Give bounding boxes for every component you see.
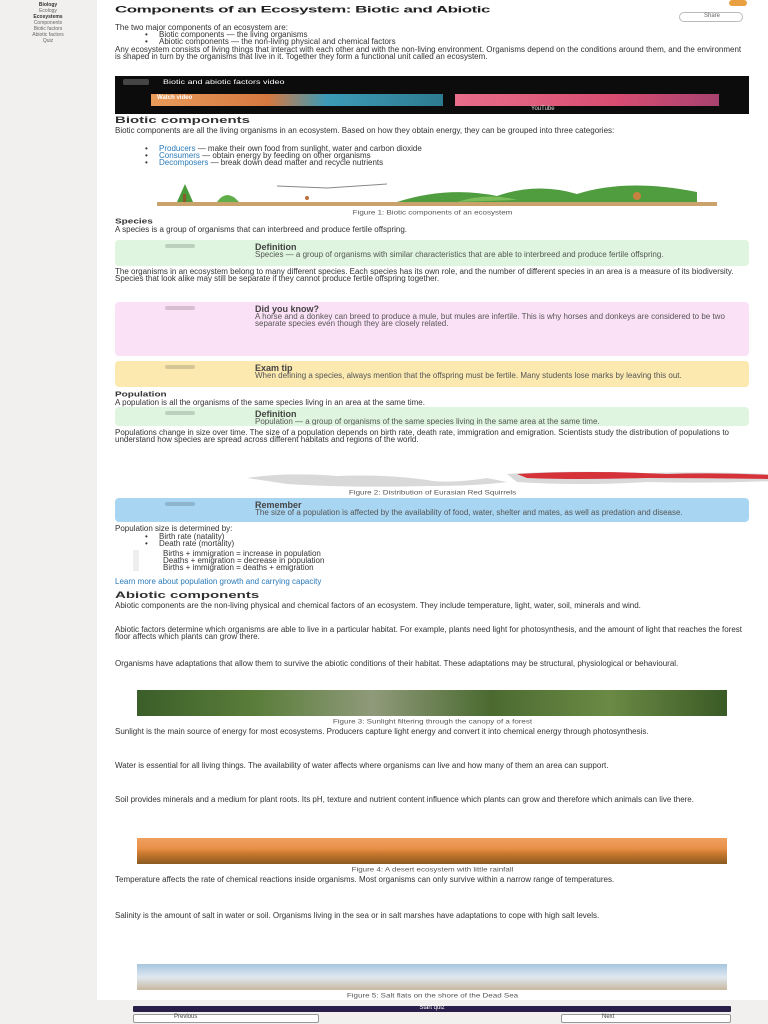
- salt-flats-photo: [137, 964, 727, 990]
- definition-callout: [115, 240, 749, 266]
- water-paragraph: Water is essential for all living things. The availability of water affects where organisms can live and how many of them an area can support.: [115, 762, 609, 770]
- decomposers-link[interactable]: Decomposers: [159, 158, 209, 167]
- avatar[interactable]: [729, 0, 747, 6]
- video-thumbnail-secondary[interactable]: [455, 94, 719, 106]
- heading-species: Species: [115, 218, 153, 226]
- consumers-text: — obtain energy by feeding on other organisms: [199, 151, 371, 160]
- callout-body: Species — a group of organisms with similar characteristics that are able to interbreed and produce fertile offspring.: [255, 251, 664, 259]
- share-label: Share: [704, 13, 721, 19]
- equation-text: Births + immigration = deaths + emigration: [163, 563, 314, 572]
- list-item: • Biotic components — the living organisms: [145, 31, 745, 38]
- heading-abiotic: Abiotic components: [115, 590, 260, 601]
- page-title: Components of an Ecosystem: Biotic and Abiotic: [115, 4, 490, 15]
- info-icon: [165, 306, 195, 310]
- sidebar-item-components[interactable]: Components: [33, 20, 63, 26]
- video-title[interactable]: Biotic and abiotic factors video: [163, 78, 285, 86]
- population-paragraph: A population is all the organisms of the same species living in an area at the same time.: [115, 399, 425, 407]
- desert-photo: [137, 838, 727, 864]
- list-item: [145, 159, 745, 166]
- callout-body: The size of a population is affected by the availability of food, water, shelter and mates, as well as predation and disease.: [255, 509, 683, 517]
- abiotic-paragraph-2: Abiotic factors determine which organisms are able to live in a particular habitat. For example, plants need light for photosynthesis, and the amount of light that reaches the forest floor affects which plants can grow there.: [115, 626, 743, 641]
- sidebar-item-ecosystems[interactable]: Ecosystems: [33, 14, 63, 20]
- youtube-logo-label: YouTube: [531, 106, 555, 112]
- sidebar-item-biotic[interactable]: Biotic factors: [33, 26, 63, 32]
- next-label: Next: [602, 1014, 615, 1020]
- equation-text: Births + immigration = increase in population: [163, 549, 321, 558]
- video-thumbnail[interactable]: [151, 94, 443, 106]
- consumers-link[interactable]: Consumers: [159, 151, 200, 160]
- ecosystem-illustration-icon: [157, 176, 717, 208]
- lightbulb-icon: [165, 365, 195, 369]
- biotic-illustration: [157, 176, 717, 208]
- figure-caption: Figure 2: Distribution of Eurasian Red Squirrels: [348, 488, 517, 497]
- factors-list: [145, 533, 745, 547]
- intro-bullets: [145, 31, 745, 45]
- world-map-icon: [247, 470, 768, 488]
- list-item: • Abiotic components — the non-living physical and chemical factors: [145, 38, 745, 45]
- heading-population: Population: [115, 391, 167, 399]
- sidebar-item-quiz[interactable]: Quiz: [42, 38, 54, 44]
- figure-caption: Figure 4: A desert ecosystem with little rainfall: [351, 865, 514, 874]
- distribution-map: [247, 470, 768, 488]
- biotic-bullets: [145, 145, 745, 166]
- equation-row: [115, 564, 735, 571]
- population-link-line: [115, 578, 745, 586]
- callout-title: Definition: [255, 409, 297, 419]
- sidebar-item-ecology[interactable]: Ecology: [39, 8, 57, 14]
- tip-callout: [115, 361, 749, 387]
- soil-paragraph: Soil provides minerals and a medium for plant roots. Its pH, texture and nutrient content influence which plants can grow and therefore which animals can live there.: [115, 796, 694, 804]
- top-bar: [97, 0, 768, 20]
- definition-icon: [165, 244, 195, 248]
- salinity-paragraph: Salinity is the amount of salt in water or soil. Organisms living in the sea or in salt marshes have adaptations to cope with high salt levels.: [115, 912, 600, 920]
- sidebar-item-biology[interactable]: Biology: [38, 2, 58, 8]
- list-item: • Death rate (mortality): [145, 540, 745, 547]
- callout-body: Population — a group of organisms of the same species living in the same area at the same time.: [255, 418, 600, 425]
- definition-icon: [165, 411, 195, 415]
- callout-title: Did you know?: [255, 304, 319, 314]
- biotic-paragraph: Biotic components are all the living organisms in an ecosystem. Based on how they obtain energy, they can be grouped into three categories:: [115, 127, 615, 135]
- figure-caption: Figure 5: Salt flats on the shore of the Dead Sea: [346, 991, 519, 1000]
- video-embed[interactable]: [115, 76, 749, 114]
- forest-photo: [137, 690, 727, 716]
- definition-callout-population: [115, 407, 749, 426]
- intro-paragraph: Any ecosystem consists of living things that interact with each other and with the non-living environment. Organisms depend on the conditions around them, and the environment is shaped in turn by the organisms that live in it. Together they form a functional unit called an ecosystem.: [115, 46, 742, 61]
- population-paragraph-2: Populations change in size over time. The size of a population depends on birth rate, death rate, immigration and emigration. Scientists study the distribution of populations to understand how species are spread across different habitats and regions of the world.: [115, 429, 729, 444]
- remember-icon: [165, 502, 195, 506]
- temperature-paragraph: Temperature affects the rate of chemical reactions inside organisms. Most organisms can only survive within a narrow range of temperatures.: [115, 876, 615, 884]
- figure-caption: Figure 3: Sunlight filtering through the canopy of a forest: [332, 717, 533, 726]
- abiotic-paragraph: Abiotic components are the non-living physical and chemical factors of an ecosystem. They include temperature, light, water, soil, minerals and wind.: [115, 602, 641, 610]
- equation-text: Deaths + emigration = decrease in population: [163, 556, 325, 565]
- producers-text: — make their own food from sunlight, water and carbon dioxide: [195, 144, 422, 153]
- population-growth-link[interactable]: Learn more about population growth and carrying capacity: [115, 578, 322, 586]
- channel-icon: [123, 79, 149, 85]
- species-paragraph: A species is a group of organisms that can interbreed and produce fertile offspring.: [115, 226, 408, 234]
- bottom-navigation: [97, 1000, 768, 1024]
- info-callout: [115, 302, 749, 356]
- species-paragraph-2: The organisms in an ecosystem belong to many different species. Each species has its own role, and the number of different species in an area is a measure of its biodiversity. Species that look alike may still be separate if they cannot produce fertile offspring together.: [115, 268, 734, 283]
- remember-callout: [115, 498, 749, 522]
- sunlight-paragraph: Sunlight is the main source of energy for most ecosystems. Producers capture light energy and convert it into chemical energy through photosynthesis.: [115, 728, 649, 736]
- video-controls[interactable]: [151, 107, 719, 112]
- factors-intro: Population size is determined by:: [115, 525, 233, 533]
- video-thumbnail-label: Watch video: [157, 95, 193, 101]
- start-quiz-button[interactable]: [133, 1006, 731, 1012]
- previous-label: Previous: [174, 1014, 198, 1020]
- callout-body: When defining a species, always mention that the offspring must be fertile. Many students lose marks by leaving this out.: [255, 372, 682, 380]
- list-item: • Birth rate (natality): [145, 533, 745, 540]
- decomposers-text: — break down dead matter and recycle nutrients: [208, 158, 384, 167]
- callout-body: A horse and a donkey can breed to produce a mule, but mules are infertile. This is why horses and donkeys are considered to be two separate species even though they are closely related.: [255, 313, 725, 328]
- population-equations: [115, 550, 735, 571]
- heading-biotic: Biotic components: [115, 115, 251, 126]
- callout-title: Exam tip: [255, 363, 293, 373]
- share-button[interactable]: [679, 12, 743, 22]
- producers-link[interactable]: Producers: [159, 144, 196, 153]
- sidebar: [0, 0, 96, 1024]
- sidebar-item-abiotic[interactable]: Abiotic factors: [32, 32, 64, 38]
- start-quiz-label: Start quiz: [419, 1005, 445, 1011]
- next-button[interactable]: [561, 1014, 731, 1023]
- article: [97, 0, 768, 1000]
- previous-button[interactable]: [133, 1014, 319, 1023]
- callout-title: Definition: [255, 242, 297, 252]
- intro-line: The two major components of an ecosystem are:: [115, 24, 288, 31]
- callout-title: Remember: [255, 500, 302, 510]
- abiotic-paragraph-3: Organisms have adaptations that allow them to survive the abiotic conditions of their habitat. These adaptations may be structural, physiological or behavioural.: [115, 660, 679, 668]
- figure-caption: Figure 1: Biotic components of an ecosystem: [352, 208, 513, 217]
